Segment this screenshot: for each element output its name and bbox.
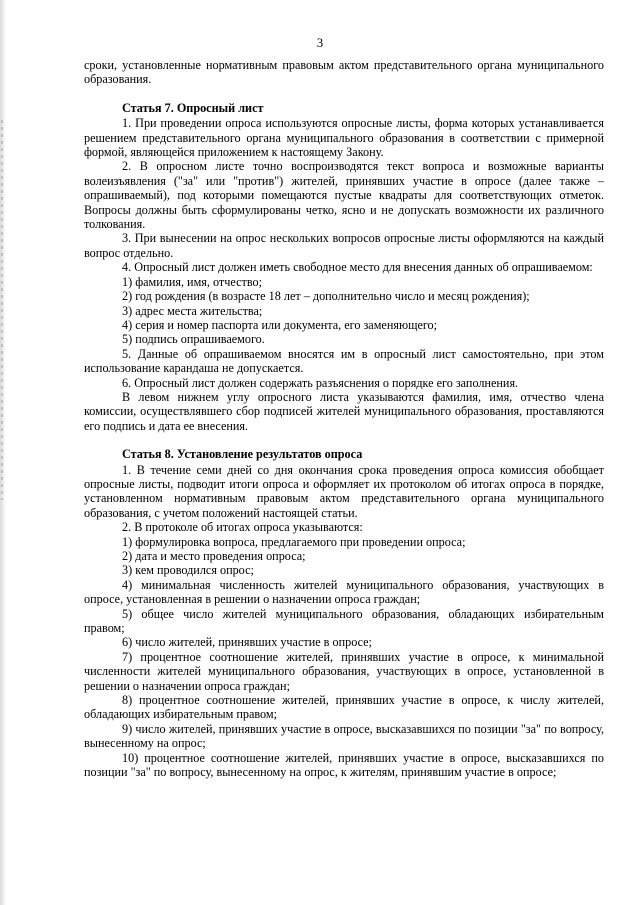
article-8-list-item: 2) дата и место проведения опроса; <box>122 549 306 563</box>
article-7-list-item: 3) адрес места жительства; <box>122 303 263 318</box>
article-7-paragraph: 4. Опросный лист должен иметь свободное место для внесения данных об опрашиваемом: <box>122 260 593 275</box>
article-7-paragraph: 6. Опросный лист должен содержать разъяснения о порядке его заполнения. <box>122 375 519 390</box>
article-8-list-item: 10) процентное соотношение жителей, принявших участие в опросе, высказавшихся по позиции "за" по вопросу, вынесенному на опрос, к жителям, принявшим участие в опросе; <box>84 750 604 780</box>
binding-margin-marks <box>1 120 3 500</box>
article-8-list-item: 4) минимальная численность жителей муниципального образования, участвующих в опросе, установленная в решении о назначении опроса граждан; <box>84 577 604 607</box>
article-7-heading: Статья 7. Опросный лист <box>122 100 264 115</box>
article-7-list-item: 4) серия и номер паспорта или документа, его заменяющего; <box>122 317 438 332</box>
article-8-list-item: 5) общее число жителей муниципального образования, обладающих избирательным правом; <box>84 606 604 636</box>
article-7-paragraph: В левом нижнем углу опросного листа указываются фамилия, имя, отчество члена комиссии, осуществлявшего сбор подписей жителей муниципального образования, проставляются его подпись и дата ее внесения. <box>84 389 604 433</box>
article-8-body <box>84 463 604 780</box>
article-7-paragraph: 2. В опросном листе точно воспроизводятся текст вопроса и возможные варианты волеизъявления ("за" или "против") жителей, принявших участие в опросе (далее также – опрашиваемый), под которыми помещаются пустые квадраты для соответствующих отметок. Вопросы должны быть сформулированы четко, ясно и не допускать возможности их различного толкования. <box>84 159 604 232</box>
article-8-list-item: 1) формулировка вопроса, предлагаемого при проведении опроса; <box>122 534 466 549</box>
article-7-list-item: 2) год рождения (в возрасте 18 лет – дополнительно число и месяц рождения); <box>122 289 530 304</box>
article-7-paragraph: 3. При вынесении на опрос нескольких вопросов опросные листы оформляются на каждый вопрос отдельно. <box>84 231 604 260</box>
article-8-list-item: 9) число жителей, принявших участие в опросе, высказавшихся по позиции "за" по вопросу, вынесенному на опрос; <box>84 721 604 751</box>
article-8-list-item: 6) число жителей, принявших участие в опросе; <box>122 635 372 650</box>
article-7-paragraph: 5. Данные об опрашиваемом вносятся им в опросный лист самостоятельно, при этом использование карандаша не допускается. <box>84 346 604 376</box>
article-8-list-item: 8) процентное соотношение жителей, принявших участие в опросе, к числу жителей, обладающих избирательным правом; <box>84 693 604 722</box>
article-8-heading: Статья 8. Установление результатов опроса <box>122 447 363 462</box>
page-number: 3 <box>316 36 324 50</box>
document-body <box>84 58 604 780</box>
article-8-list-item: 7) процентное соотношение жителей, принявших участие в опросе, к минимальной численности жителей муниципального образования, участвующих в опросе, установленной в решении о назначении опроса граждан; <box>84 649 604 693</box>
article-8-paragraph: 1. В течение семи дней со дня окончания срока проведения опроса комиссия обобщает опросные листы, подводит итоги опроса и оформляет их протоколом об итогах опроса в порядке, установленном нормативным правовым актом представительного органа муниципального образования, с учетом положений настоящей статьи. <box>84 462 604 520</box>
article-7-body <box>84 116 604 433</box>
article-7-paragraph: 1. При проведении опроса используются опросные листы, форма которых устанавливается решением представительного органа муниципального образования в соответствии с примерной формой, являющейся приложением к настоящему Закону. <box>84 116 604 160</box>
article-8-list-item: 3) кем проводился опрос; <box>122 563 254 578</box>
article-7-list-item: 1) фамилия, имя, отчество; <box>122 274 262 289</box>
intro-continuation: сроки, установленные нормативным правовым актом представительного органа муниципального образования. <box>84 58 604 87</box>
article-7-list-item: 5) подпись опрашиваемого. <box>122 332 265 347</box>
article-8-paragraph: 2. В протоколе об итогах опроса указываются: <box>122 520 363 535</box>
